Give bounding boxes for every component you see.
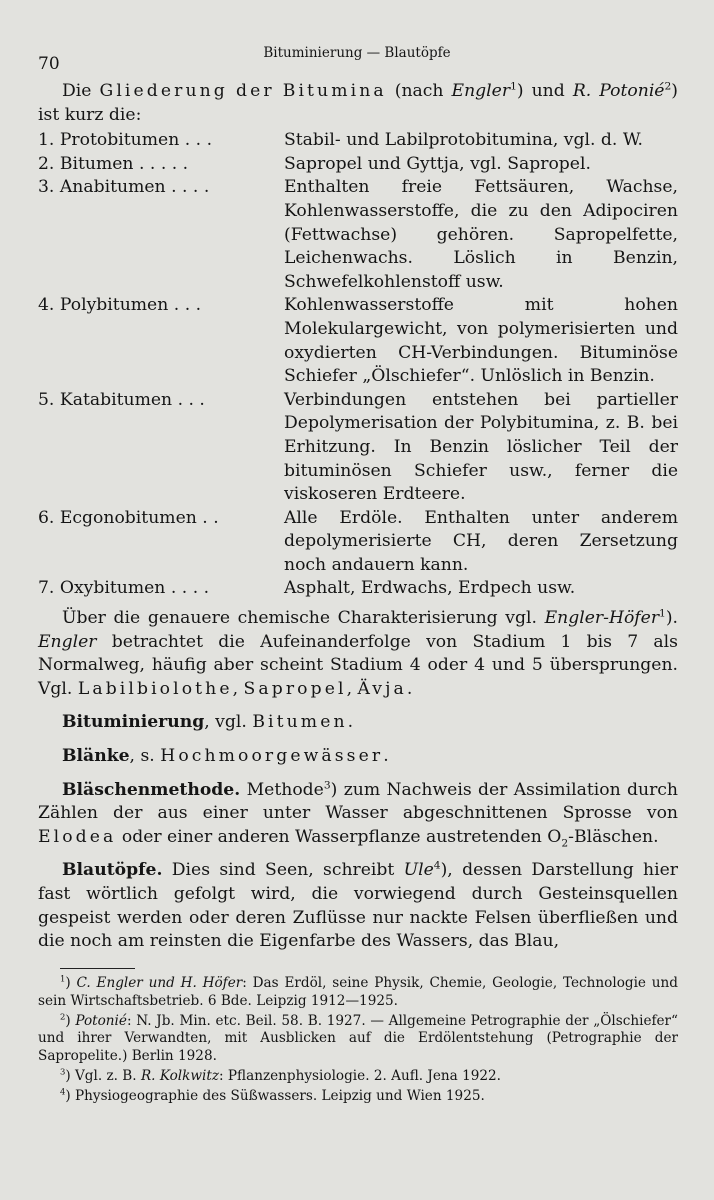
crossref-hochmoorgewaesser: Hochmoorgewässer (160, 746, 384, 767)
emphasis-gliederung: Gliederung (99, 81, 228, 101)
crossref-avja: Ävja (357, 678, 407, 699)
page-header (0, 44, 714, 74)
characterization-paragraph (38, 607, 678, 701)
footnote-text: Physiogeographie des Süßwassers. Leipzig und Wien 1925. (74, 1087, 485, 1104)
footnote-text: : Pflanzenphysiologie. 2. Aufl. Jena 1922. (218, 1067, 501, 1084)
list-definition: Enthalten freie Fettsäuren, Wachse, Kohlenwasserstoffe, die zu den Adipociren (Fettwachse) gehören. Sapropelfette, Leichenwachs. Löslich in Benzin, Schwefelkohlenstoff usw. (284, 177, 678, 292)
list-item (38, 577, 678, 601)
list-term: 6. Ecgonobitumen . . (38, 507, 219, 528)
running-title: Bituminierung — Blautöpfe (263, 45, 451, 61)
entry-blaeschenmethode (38, 779, 678, 850)
list-term: 4. Polybitumen . . . (38, 295, 202, 316)
crossref-bitumen: Bitumen (252, 712, 348, 733)
list-definition: Stabil- und Labilprotobitumina, vgl. d. W. (284, 130, 643, 151)
author-engler: Engler (451, 81, 511, 101)
list-definition: Verbindungen entstehen bei partieller Depolymerisation der Polybitumina, z. B. bei Erhitzung. In Benzin löslicher Teil der bituminösen Schiefer usw., ferner die viskoseren Erdteere. (284, 389, 678, 505)
intro-paragraph (38, 80, 678, 127)
entry-headword: Blänke (62, 746, 130, 767)
footnote-ref: 1 (510, 79, 517, 93)
list-definition: Sapropel und Gyttja, vgl. Sapropel. (284, 153, 591, 174)
footnote-ref: 3 (323, 777, 331, 791)
list-item (38, 176, 678, 294)
entry-text: . (347, 712, 354, 733)
footnotes (38, 964, 678, 1108)
emphasis-elodea: Elodea (38, 826, 117, 847)
list-item (38, 294, 678, 388)
list-definition: Asphalt, Erdwachs, Erdpech usw. (284, 578, 576, 599)
entry-text: , s. (129, 746, 161, 767)
list-definition: Kohlenwasserstoffe mit hohen Molekulargewicht, von polymerisierten und oxydierten CH-Verbindungen. Bituminöse Schiefer „Ölschiefer“. Unlöslich in Benzin. (284, 295, 678, 387)
emphasis-der: der (235, 81, 275, 101)
intro-text: ) und (516, 81, 573, 101)
footnote-text: : Das Erdöl, seine Physik, Chemie, Geologie, Technologie und sein Wirtschaftsbetrieb. 6 Bde. Leipzig 1912—1925. (38, 975, 679, 1009)
crossref-sapropel: Sapropel (243, 678, 347, 699)
main-text (38, 80, 678, 954)
paragraph-text: , (346, 678, 358, 699)
footnote-authors: C. Engler und H. Höfer (76, 975, 243, 991)
entry-text: Dies sind Seen, schreibt (162, 860, 404, 881)
emphasis-bitumina: Bitumina (282, 81, 387, 101)
list-definition: Alle Erdöle. Enthalten unter anderem depolymerisierte CH, deren Zersetzung noch andauern kann. (284, 507, 678, 575)
footnote-number: 4 (60, 1086, 66, 1097)
footnote-ref: 2 (664, 79, 672, 93)
entry-text: -Bläschen. (568, 826, 659, 847)
footnote-number: 1 (60, 973, 66, 984)
entry-headword: Bläschenmethode. (62, 779, 241, 800)
crossref-labilbiolothe: Labilbiolothe (77, 678, 233, 699)
list-term: 3. Anabitumen . . . . (38, 177, 210, 198)
paragraph-text: ). (665, 608, 678, 629)
entry-headword: Bituminierung (62, 712, 205, 733)
list-item (38, 153, 678, 177)
list-term: 2. Bitumen . . . . . (38, 153, 189, 174)
footnote-authors: R. Kolkwitz (140, 1067, 219, 1084)
bitumen-classification-list (38, 129, 678, 601)
list-term: 7. Oxybitumen . . . . (38, 578, 210, 599)
list-item (38, 507, 678, 578)
list-item (38, 129, 678, 153)
entry-blautoepfe (38, 859, 678, 953)
paragraph-text: Über die genauere chemische Charakterisierung vgl. (62, 608, 545, 629)
footnote-ref: 4 (433, 858, 441, 872)
paragraph-text: . (406, 678, 413, 699)
entry-bituminierung (38, 711, 678, 735)
author-engler: Engler (38, 631, 97, 652)
entry-text: Methode (240, 779, 324, 800)
footnote-text: : N. Jb. Min. etc. Beil. 58. B. 1927. — Allgemeine Petrographie der „Ölschiefer“ und ihrer Verwandten, mit Ausblicken auf die Erdölentstehung (Petrographie der Sapropelite.) Berlin 1928. (38, 1012, 679, 1065)
entry-blaenke (38, 745, 678, 769)
footnote-authors: Potonié (75, 1012, 127, 1029)
intro-text (228, 81, 236, 101)
footnote-text: Vgl. z. B. (74, 1067, 141, 1084)
page-number: 70 (38, 54, 60, 74)
footnote-divider (60, 968, 135, 969)
author-potonie: R. Potonié (572, 81, 665, 101)
entry-headword: Blautöpfe. (62, 860, 163, 881)
list-term: 5. Katabitumen . . . (38, 389, 205, 410)
footnote: $^4$) Physiogeographie des Süßwassers. Leipzig und Wien 1925. (60, 1086, 485, 1104)
entry-text: . (383, 746, 389, 767)
paragraph-text: betrachtet die Aufeinanderfolge von Stadium 1 bis 7 als Normalweg, häufig aber scheint Stadium 4 oder 4 und 5 übersprungen. Vgl. (38, 631, 678, 699)
footnote-number: 3 (60, 1066, 66, 1077)
author-ule: Ule (403, 860, 434, 881)
footnote-ref: 1 (659, 606, 666, 620)
intro-text: (nach (386, 81, 452, 101)
list-term: 1. Protobitumen . . . (38, 130, 213, 151)
list-item (38, 389, 678, 507)
intro-text: ) ist kurz die: (38, 81, 678, 125)
paragraph-text: , (232, 678, 244, 699)
footnote: $^2$) Potonié: N. Jb. Min. etc. Beil. 58. B. 1927. — Allgemeine Petrographie der „Ölschiefer“ und ihrer Verwandten, mit Ausblicken auf die Erdölentstehung (Petrographie der Sapropelite.) Berlin 1928. (38, 1011, 679, 1065)
author-engler-hoefer: Engler-Höfer (544, 608, 660, 629)
subscript: 2 (561, 836, 569, 850)
footnote-number: 2 (60, 1011, 66, 1022)
entry-text: , vgl. (204, 712, 253, 733)
footnote: $^1$) C. Engler und H. Höfer: Das Erdöl, seine Physik, Chemie, Geologie, Technologie und sein Wirtschaftsbetrieb. 6 Bde. Leipzig 1912—1925. (38, 973, 679, 1009)
intro-text: Die (62, 81, 100, 101)
entry-text: ) zum Nachweis der Assimilation durch Zählen der aus einer unter Wasser abgeschnittenen Sprosse von (38, 779, 678, 824)
footnote: $^3$) Vgl. z. B. R. Kolkwitz: Pflanzenphysiologie. 2. Aufl. Jena 1922. (60, 1066, 501, 1084)
entry-text: oder einer anderen Wasserpflanze austretenden O (116, 826, 562, 847)
entry-text: ), dessen Darstellung hier fast wörtlich gefolgt wird, die vorwiegend durch Gesteinsquellen gespeist werden oder deren Zuflüsse nur nackte Felsen überfließen und die noch am reinsten die Eigenfarbe des Wassers, das Blau, (38, 860, 678, 952)
intro-text (275, 81, 283, 101)
